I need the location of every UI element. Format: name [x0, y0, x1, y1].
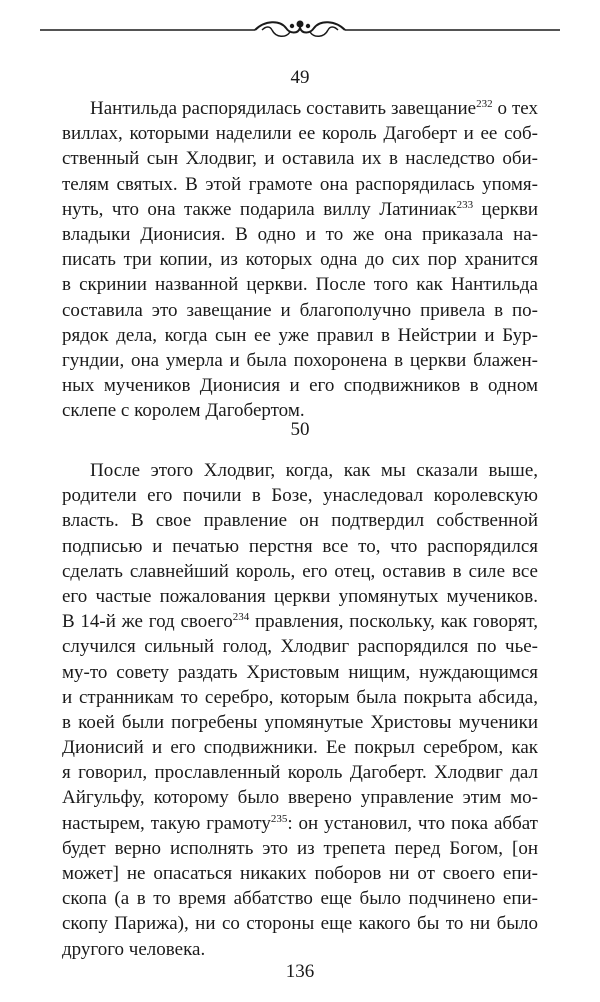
text-segment: подписью и печатью перстня все то, что распорядился [62, 535, 538, 557]
text-segment: случился сильный голод, Хлодвиг распорядился по чье- [62, 636, 538, 658]
text-segment: церкви [473, 198, 538, 220]
text-line [62, 508, 538, 533]
text-segment: в коей были погребены упомянутые Христовы мученики [62, 711, 538, 733]
text-segment: может] не опасаться никаких поборов ни от своего епи- [62, 863, 538, 884]
text-line [62, 559, 538, 584]
text-line [62, 785, 538, 810]
text-line [62, 937, 538, 962]
text-line [62, 660, 538, 685]
footnote-ref[interactable]: 234 [232, 611, 250, 624]
text-segment: о тех [492, 98, 538, 119]
text-segment: : он установил, что пока аббат [287, 812, 538, 834]
text-segment: скопа (а в то время аббатство еще было подчинено епи- [62, 888, 538, 910]
text-segment: другого человека. [62, 938, 206, 960]
text-segment: Дионисий и его сподвижники. Ее покрыл серебром, как [62, 737, 538, 759]
text-segment: власть. В свое правление он подтвердил собственной [62, 510, 538, 532]
text-line [62, 373, 538, 398]
text-line [62, 458, 538, 483]
text-line [62, 811, 538, 836]
section-number-49: 49 [290, 67, 310, 88]
text-segment: рядок дела, когда сын ее уже правил в Нейстрии и Бур- [62, 324, 538, 346]
text-segment: писать три копии, из которых одна до сих пор хранится [62, 249, 538, 271]
text-line [62, 483, 538, 508]
text-line [62, 861, 538, 886]
text-segment: виллах, которыми наделили ее король Дагоберт и ее соб- [62, 123, 538, 145]
text-line [62, 609, 538, 634]
text-segment: Нантильда распорядилась составить завещание [90, 98, 477, 119]
text-line [62, 911, 538, 936]
text-line [62, 96, 538, 121]
text-segment: ственный сын Хлодвиг, и оставила их в наследство оби- [62, 148, 538, 170]
text-segment: настырем, такую грамоту [62, 812, 271, 834]
text-line [62, 836, 538, 861]
text-segment: гундии, она умерла и была похоронена в церкви блажен- [62, 349, 538, 371]
text-line [62, 534, 538, 559]
text-line [62, 298, 538, 323]
paragraph-section-49 [62, 96, 538, 423]
text-segment: В 14-й же год своего [62, 611, 233, 633]
text-line [62, 348, 538, 373]
text-line [62, 172, 538, 197]
text-line [62, 634, 538, 659]
text-segment: сделать славнейший король, его отец, оставив в силе все [62, 560, 538, 582]
text-segment: скопу Парижа), ни со стороны еще какого бы то ни было [62, 913, 538, 935]
text-segment: му-то совету раздать Христовым нищим, нуждающимся [62, 661, 538, 683]
paragraph-section-50 [62, 458, 538, 962]
text-segment: владыки Дионисия. В одно и то же она приказала на- [62, 223, 538, 245]
text-line [62, 247, 538, 272]
text-segment: его частые пожалования церкви упомянутых мучеников. [62, 585, 538, 607]
flourish-ornament-icon [40, 16, 560, 44]
footnote-ref[interactable]: 232 [476, 98, 493, 110]
text-line [62, 272, 538, 297]
text-line [62, 710, 538, 735]
text-segment: телям святых. В этой грамоте она распорядилась упомя- [62, 173, 538, 195]
text-segment: составила это завещание и благополучно привела в по- [62, 299, 538, 321]
text-segment: склепе с королем Дагобертом. [62, 400, 305, 422]
text-segment: Айгульфу, которому было вверено управление этим мо- [62, 787, 538, 809]
text-line [62, 685, 538, 710]
text-segment: правления, поскольку, как говорят, [249, 611, 538, 633]
footnote-ref[interactable]: 233 [456, 198, 474, 211]
text-line [62, 222, 538, 247]
text-line [62, 146, 538, 171]
text-segment: я говорил, прославленный король Дагоберт. Хлодвиг дал [62, 762, 538, 784]
text-segment: ных мучеников Дионисия и его сподвижников в одном [62, 375, 538, 397]
text-line [62, 121, 538, 146]
text-segment: и странникам то серебро, которым была покрыта абсида, [62, 686, 538, 708]
footnote-ref[interactable]: 235 [270, 812, 288, 825]
page-number: 136 [285, 961, 315, 982]
text-line [62, 886, 538, 911]
text-line [62, 760, 538, 785]
text-line [62, 735, 538, 760]
section-number-50: 50 [290, 419, 310, 440]
text-segment: нуть, что она также подарила виллу Латиниак [62, 198, 457, 220]
text-line [62, 584, 538, 609]
text-segment: После этого Хлодвиг, когда, как мы сказали выше, [90, 460, 538, 481]
text-line [62, 197, 538, 222]
text-segment: в скринии названной церкви. После того как Нантильда [62, 274, 538, 296]
text-segment: родители его почили в Бозе, унаследовал королевскую [62, 485, 538, 507]
text-line [62, 323, 538, 348]
text-segment: будет верно исполнять это из трепета перед Богом, [он [62, 837, 538, 859]
